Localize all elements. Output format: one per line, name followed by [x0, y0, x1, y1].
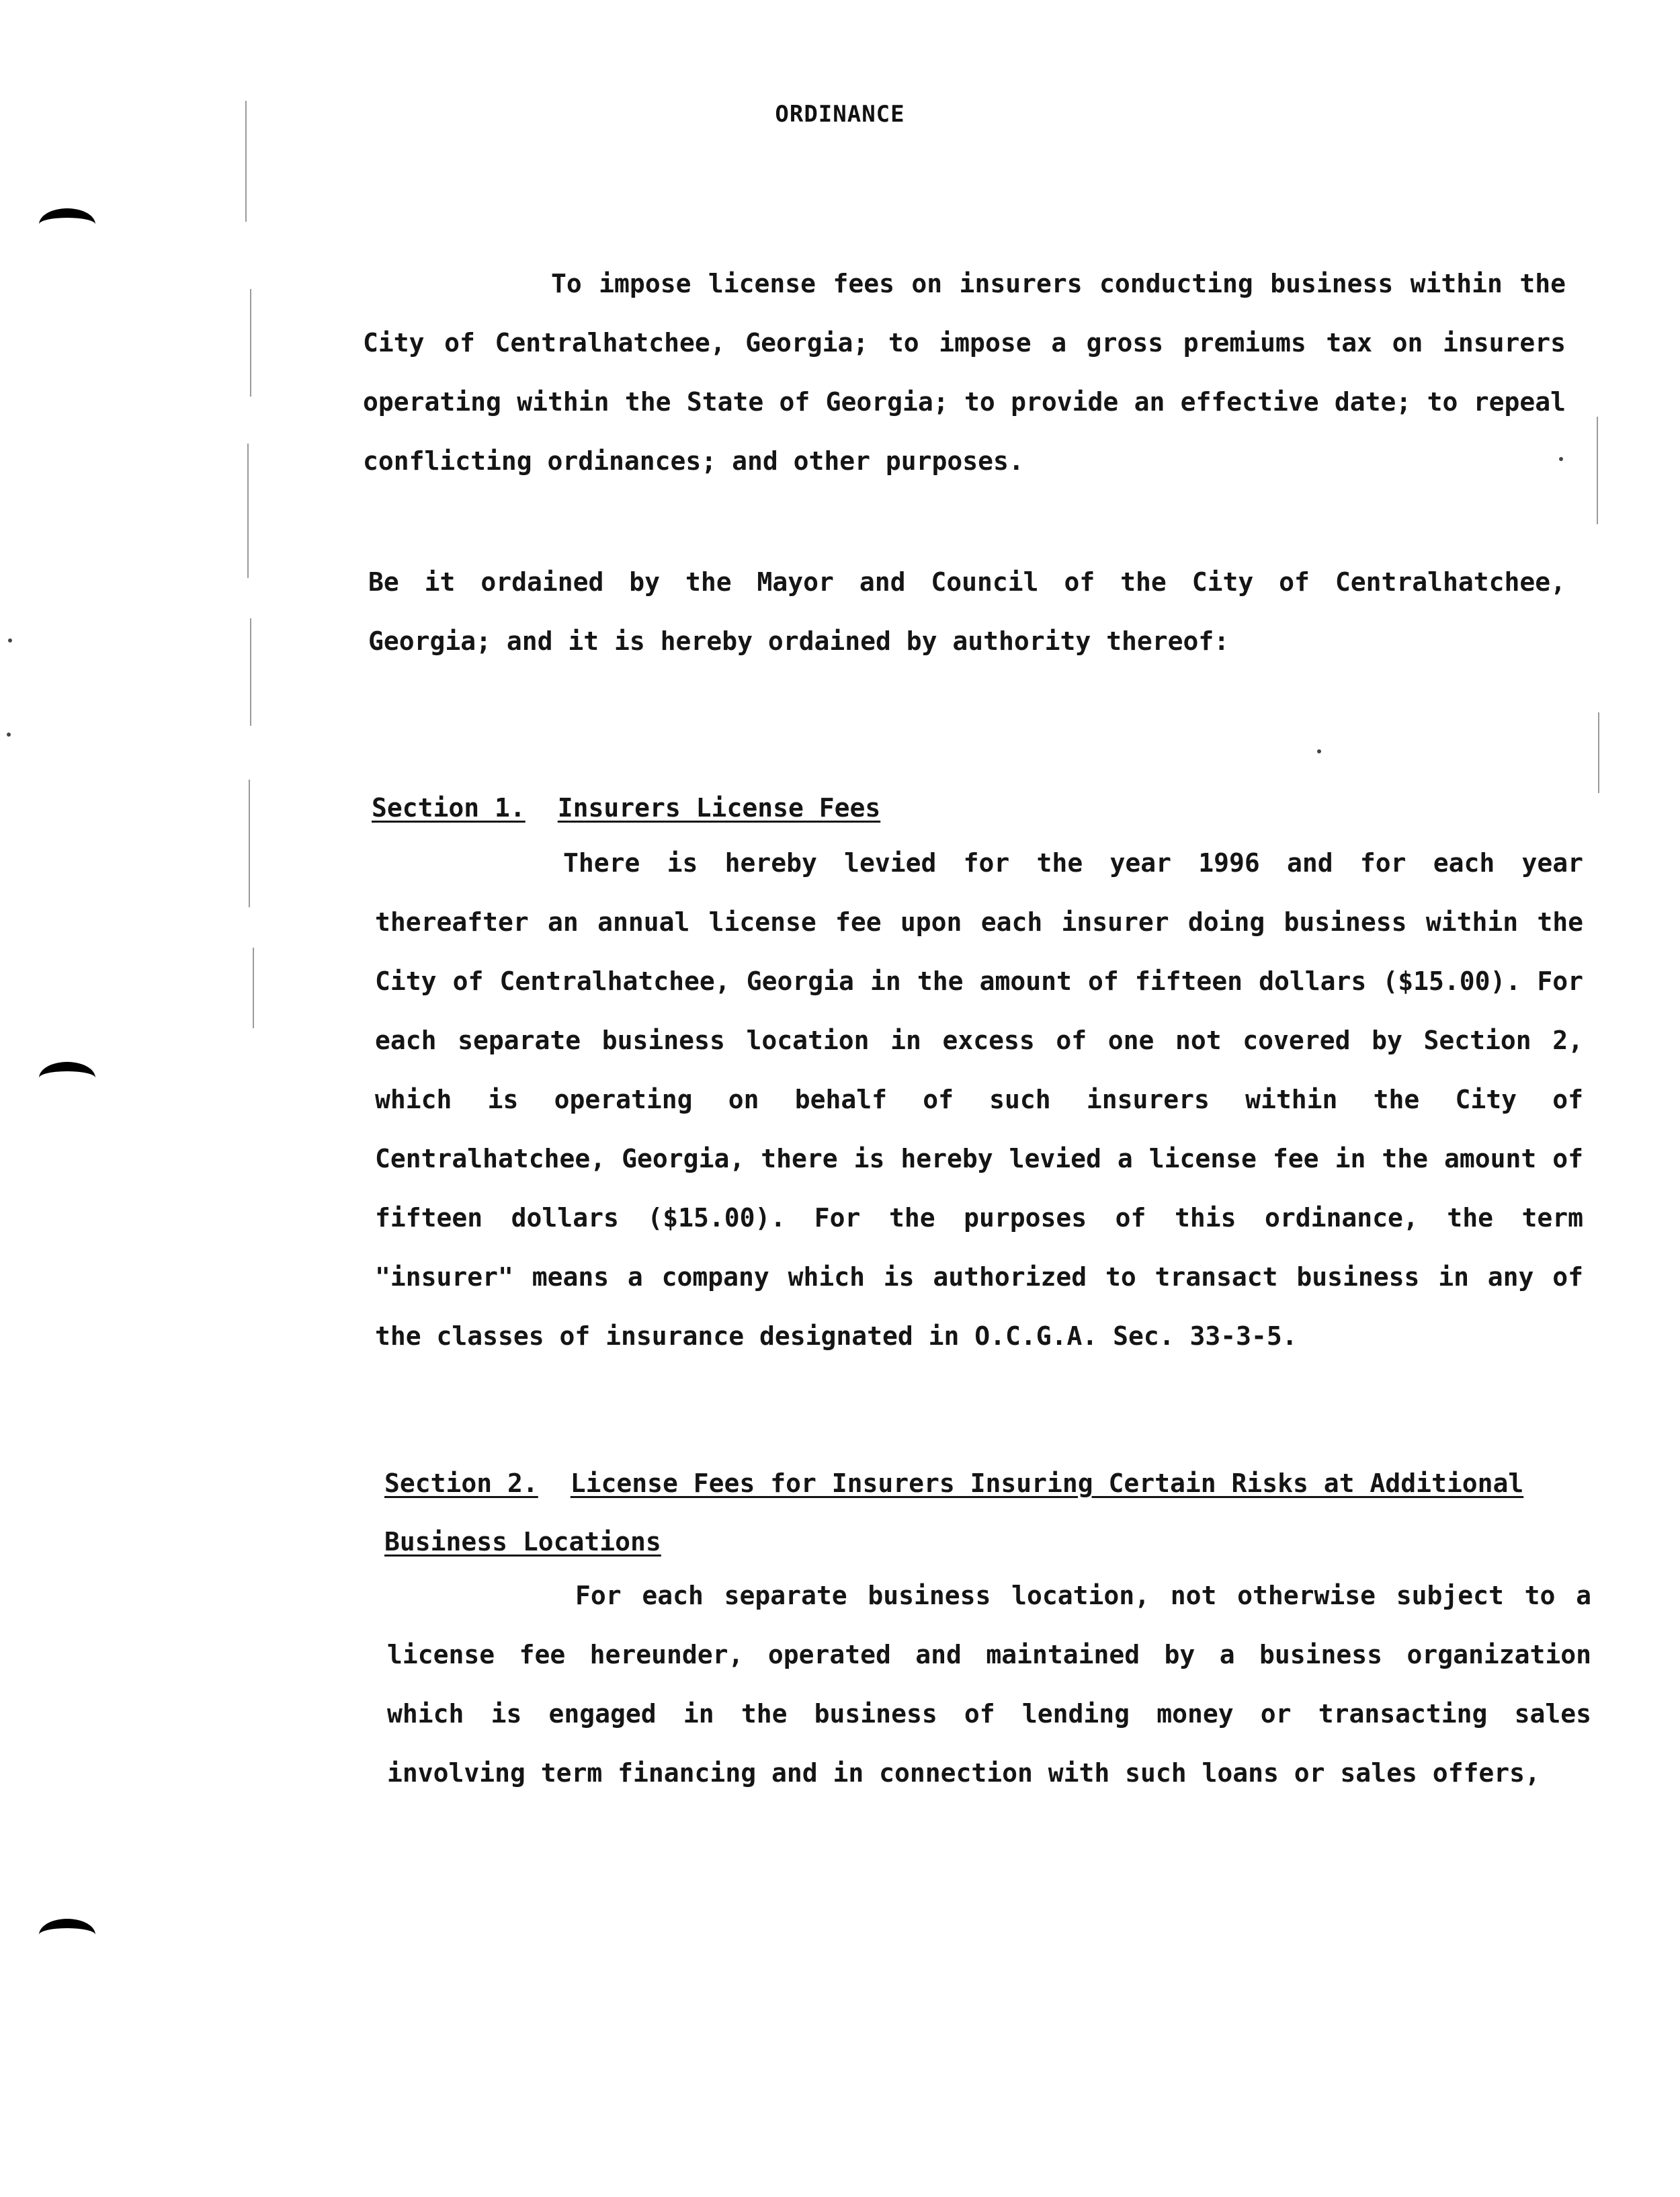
section-1-label: Section 1.	[372, 793, 526, 823]
section-2-heading-continued	[384, 1527, 661, 1557]
scan-artifact	[250, 618, 251, 726]
scan-speck	[1317, 749, 1321, 753]
scan-artifact	[247, 444, 249, 578]
section-2-label: Section 2.	[384, 1468, 538, 1498]
scan-artifact	[253, 948, 254, 1028]
binder-hole-mark	[39, 1062, 95, 1094]
section-2-heading	[384, 1468, 1523, 1498]
preamble-paragraph	[363, 254, 1566, 491]
document-title: ORDINANCE	[775, 101, 905, 128]
section-1-text: There is hereby levied for the year 1996 and for each year thereafter an annual license fee upon each insurer doing business within the City of Centralhatchee, Georgia in the amount of fifteen dollars ($15.00). For each separate business location in excess of one not covered by Section 2, which is operating on behalf of such insurers within the City of Centralhatchee, Georgia, there is hereby levied a license fee in the amount of fifteen dollars ($15.00). For the purposes of this ordinance, the term "insurer" means a company which is authorized to transact business in any of the classes of insurance designated in O.C.G.A. Sec. 33-3-5.	[375, 848, 1583, 1351]
scan-speck	[7, 733, 11, 737]
scan-artifact	[1597, 417, 1598, 524]
section-2-body	[387, 1566, 1591, 1802]
binder-hole-mark	[39, 1919, 95, 1951]
binder-hole-mark	[39, 208, 95, 241]
preamble-text: To impose license fees on insurers conducting business within the City of Centralhatchee, Georgia; to impose a gross premiums tax on insurers operating within the State of Georgia; to provide an effective date; to repeal conflicting ordinances; and other purposes.	[363, 269, 1566, 476]
section-1-heading	[372, 793, 880, 823]
section-2-title-line1: License Fees for Insurers Insuring Certain Risks at Additional	[570, 1468, 1524, 1498]
scan-artifact	[249, 780, 250, 907]
scan-speck	[8, 638, 12, 642]
scan-artifact	[1598, 712, 1599, 793]
scan-artifact	[250, 289, 251, 397]
section-1-body	[375, 833, 1583, 1366]
section-1-title: Insurers License Fees	[557, 793, 881, 823]
enacting-clause: Be it ordained by the Mayor and Council of the City of Centralhatchee, Georgia; and it is hereby ordained by authority thereof:	[368, 567, 1566, 656]
section-2-title-line2: Business Locations	[384, 1527, 661, 1557]
section-2-text: For each separate business location, not otherwise subject to a license fee hereunder, operated and maintained by a business organization which is engaged in the business of lending money or transacting sales involving term financing and in connection with such loans or sales offers,	[387, 1581, 1591, 1788]
